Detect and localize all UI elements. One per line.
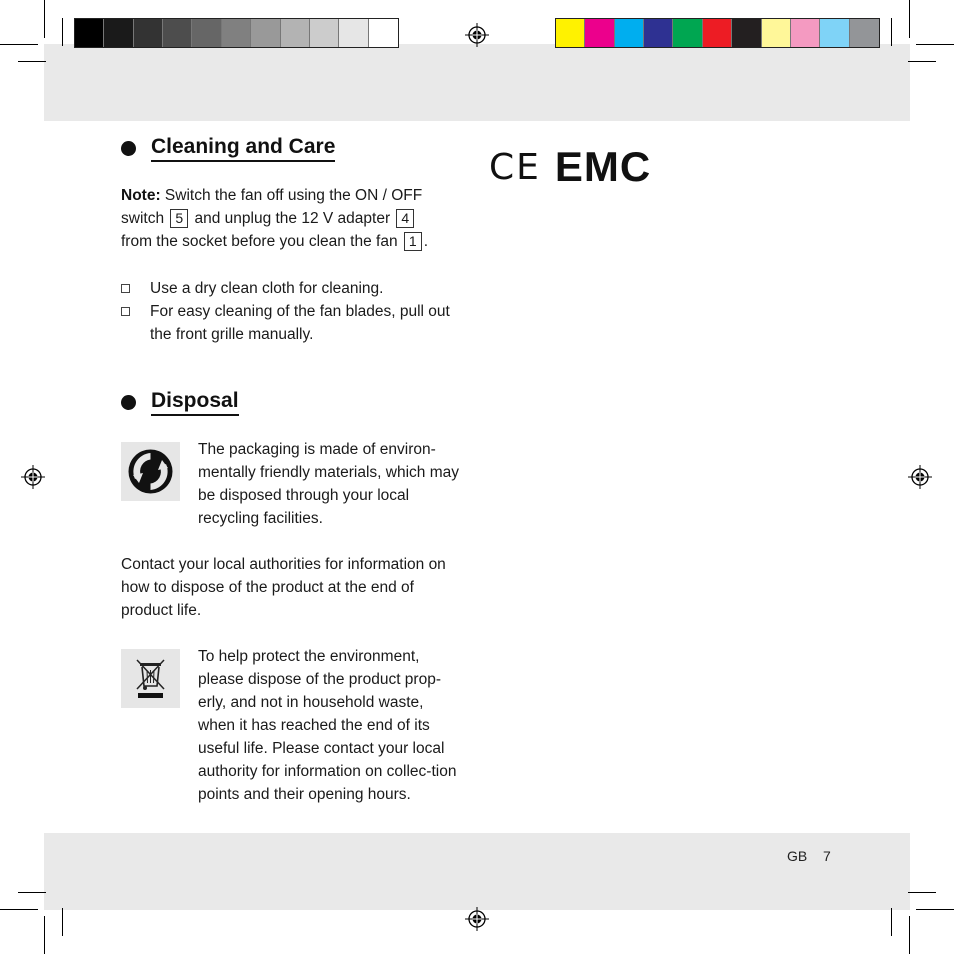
- registration-mark-icon: [908, 465, 932, 489]
- bottom-band: [44, 833, 910, 910]
- top-band: [44, 44, 910, 121]
- ref-switch: 5: [170, 209, 188, 228]
- color-swatch: [222, 19, 251, 47]
- color-swatch: [791, 19, 820, 47]
- crop-mark: [909, 0, 910, 38]
- note-end: .: [423, 233, 428, 250]
- color-swatch: [281, 19, 310, 47]
- ce-mark: CE: [489, 146, 541, 188]
- color-swatch: [251, 19, 280, 47]
- crop-mark: [0, 44, 38, 45]
- color-swatch: [310, 19, 339, 47]
- ref-fan: 1: [404, 232, 422, 251]
- disposal-heading: [121, 389, 239, 416]
- crop-mark: [44, 0, 45, 38]
- heading-bullet-icon: [121, 395, 136, 410]
- color-swatch: [339, 19, 368, 47]
- color-swatch: [615, 19, 644, 47]
- color-swatch: [673, 19, 702, 47]
- registration-mark-icon: [21, 465, 45, 489]
- list-item-text: Use a dry clean cloth for cleaning.: [150, 280, 384, 297]
- cleaning-heading: [121, 135, 335, 162]
- note-text-1: Switch the fan off using the ON / OFF: [160, 187, 423, 204]
- crossed-out-wheelie-bin-icon: [121, 649, 180, 708]
- crop-mark: [44, 916, 45, 954]
- crop-mark: [908, 892, 936, 893]
- language-code: GB: [787, 848, 808, 864]
- note-text-4: from the socket before you clean the fan: [121, 233, 402, 250]
- green-dot-recycling-icon: [121, 442, 180, 501]
- note-text-3: and unplug the 12 V adapter: [190, 210, 395, 227]
- cleaning-note: [121, 184, 466, 253]
- color-swatch: [134, 19, 163, 47]
- color-swatch: [163, 19, 192, 47]
- checkbox-square-icon: [121, 284, 130, 293]
- crop-mark: [891, 18, 892, 46]
- contact-text: Contact your local authorities for information on how to dispose of the product at the end of product life.: [121, 556, 446, 619]
- crop-mark: [62, 908, 63, 936]
- registration-mark-icon: [465, 23, 489, 47]
- color-swatch: [850, 19, 879, 47]
- crop-mark: [916, 44, 954, 45]
- crop-mark: [18, 61, 46, 62]
- color-swatch: [556, 19, 585, 47]
- color-swatch: [762, 19, 791, 47]
- color-swatch: [192, 19, 221, 47]
- protect-text: To help protect the environment, please dispose of the product prop-erly, and not in household waste, when it has reached the end of its useful life. Please contact your local authority for information on collec-tion points and their opening hours.: [198, 648, 457, 803]
- crop-mark: [18, 892, 46, 893]
- packaging-text: The packaging is made of environ-mentally friendly materials, which may be disposed through your local recycling facilities.: [198, 441, 460, 527]
- page-number: 7: [823, 848, 831, 864]
- emc-mark: EMC: [554, 143, 652, 190]
- list-item-text: For easy cleaning of the fan blades, pull out the front grille manually.: [150, 303, 450, 343]
- ref-adapter: 4: [396, 209, 414, 228]
- color-swatch: [75, 19, 104, 47]
- heading-bullet-icon: [121, 141, 136, 156]
- color-swatch: [732, 19, 761, 47]
- cleaning-title: Cleaning and Care: [151, 135, 335, 162]
- grayscale-swatch-bar: [74, 18, 399, 48]
- note-text-2: switch: [121, 210, 169, 227]
- disposal-title: Disposal: [151, 389, 239, 416]
- crop-mark: [909, 916, 910, 954]
- color-swatch: [820, 19, 849, 47]
- checkbox-square-icon: [121, 307, 130, 316]
- crop-mark: [891, 908, 892, 936]
- crop-mark: [916, 909, 954, 910]
- note-label: Note:: [121, 187, 161, 204]
- color-swatch: [644, 19, 673, 47]
- crop-mark: [0, 909, 38, 910]
- color-swatch: [104, 19, 133, 47]
- registration-mark-icon: [465, 907, 489, 931]
- color-swatch: [703, 19, 732, 47]
- color-swatch-bar: [555, 18, 880, 48]
- color-swatch: [585, 19, 614, 47]
- crop-mark: [908, 61, 936, 62]
- color-swatch: [369, 19, 398, 47]
- crop-mark: [62, 18, 63, 46]
- conformity-marks: [489, 143, 651, 191]
